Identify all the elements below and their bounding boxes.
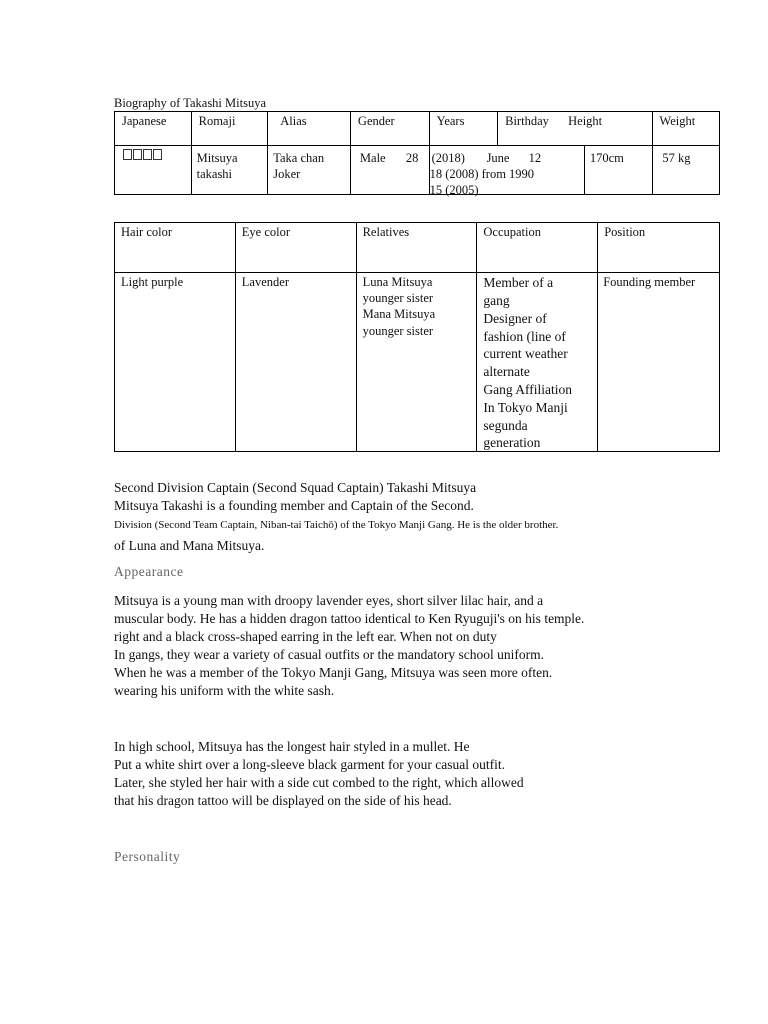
paragraph-line: that his dragon tattoo will be displayed on the side of his head. xyxy=(114,793,452,808)
header-cell xyxy=(498,112,653,146)
height-value: 170cm xyxy=(589,151,624,165)
paragraph-line: In high school, Mitsuya has the longest hair styled in a mullet. He xyxy=(114,739,470,754)
header-occupation: Occupation xyxy=(483,225,542,239)
years-line: 15 (2005) xyxy=(429,183,479,197)
alias-line: Joker xyxy=(273,167,301,181)
attributes-table xyxy=(114,222,720,452)
biography-table xyxy=(114,111,720,195)
paragraph-line: Mitsuya is a young man with droopy lavender eyes, short silver lilac hair, and a xyxy=(114,593,544,608)
missing-glyph-icon xyxy=(143,149,152,160)
appearance-heading: Appearance xyxy=(114,564,184,579)
header-cell xyxy=(191,112,268,146)
relative-line: Luna Mitsuya xyxy=(362,275,433,289)
header-cell xyxy=(653,112,720,146)
romaji-line: takashi xyxy=(196,167,233,181)
height-cell xyxy=(584,146,653,195)
position-cell xyxy=(598,273,720,452)
paragraph-line: Put a white shirt over a long-sleeve black garment for your casual outfit. xyxy=(114,757,506,772)
relative-line: younger sister xyxy=(362,291,434,305)
occupation-line: segunda xyxy=(483,418,528,433)
missing-glyph-icon xyxy=(123,149,132,160)
header-eye-color: Eye color xyxy=(241,225,291,239)
header-height: Height xyxy=(568,114,603,128)
header-cell xyxy=(477,223,598,273)
relative-line: Mana Mitsuya xyxy=(362,307,436,321)
paragraph-line: In gangs, they wear a variety of casual outfits or the mandatory school uniform. xyxy=(114,647,544,662)
missing-glyph-icon xyxy=(153,149,162,160)
intro-line: Second Division Captain (Second Squad Captain) Takashi Mitsuya xyxy=(114,480,477,495)
missing-glyph-icon xyxy=(133,149,142,160)
occupation-line: In Tokyo Manji xyxy=(483,400,568,415)
occupation-line: Gang Affiliation xyxy=(483,382,573,397)
weight-value: 57 kg xyxy=(662,151,691,165)
header-cell xyxy=(429,112,498,146)
relative-line: younger sister xyxy=(362,324,434,338)
paragraph-line: muscular body. He has a hidden dragon tattoo identical to Ken Ryuguji's on his temple. xyxy=(114,611,585,626)
header-years: Years xyxy=(436,114,465,128)
years-birthday-cell xyxy=(429,146,584,195)
japanese-cell xyxy=(115,146,192,195)
birthday-day: 12 xyxy=(528,151,542,165)
intro-line: Mitsuya Takashi is a founding member and Captain of the Second. xyxy=(114,498,474,513)
gender-cell xyxy=(350,146,429,195)
years-line: 18 (2008) from 1990 xyxy=(429,167,535,181)
intro-line: Division (Second Team Captain, Niban-tai Taichō) of the Tokyo Manji Gang. He is the older brother. xyxy=(114,519,559,531)
intro-line: of Luna and Mana Mitsuya. xyxy=(114,538,265,553)
header-weight: Weight xyxy=(659,114,696,128)
gender-value: Male xyxy=(359,151,386,165)
header-position: Position xyxy=(604,225,646,239)
occupation-line: fashion (line of xyxy=(483,329,566,344)
relatives-cell xyxy=(356,273,477,452)
occupation-line: alternate xyxy=(483,364,530,379)
header-cell xyxy=(268,112,351,146)
weight-cell xyxy=(653,146,720,195)
paragraph-line: right and a black cross-shaped earring in the left ear. When not on duty xyxy=(114,629,497,644)
header-cell xyxy=(598,223,720,273)
years-line: (2018) xyxy=(431,151,465,165)
header-cell xyxy=(235,223,356,273)
birthday-month: June xyxy=(486,151,510,165)
romaji-line: Mitsuya xyxy=(196,151,238,165)
header-cell xyxy=(115,223,236,273)
header-hair-color: Hair color xyxy=(121,225,173,239)
header-cell xyxy=(350,112,429,146)
header-birthday: Birthday xyxy=(505,114,549,128)
header-gender: Gender xyxy=(357,114,395,128)
missing-glyphs xyxy=(123,147,163,163)
paragraph-line: Later, she styled her hair with a side cut combed to the right, which allowed xyxy=(114,775,524,790)
header-relatives: Relatives xyxy=(362,225,410,239)
alias-line: Taka chan xyxy=(273,151,325,165)
age-value: 28 xyxy=(405,151,419,165)
header-romaji: Romaji xyxy=(198,114,236,128)
position-value: Founding member xyxy=(603,275,696,289)
alias-cell xyxy=(268,146,351,195)
header-cell xyxy=(115,112,192,146)
hair-color-value: Light purple xyxy=(121,275,184,289)
header-alias: Alias xyxy=(280,114,307,128)
eye-color-cell xyxy=(235,273,356,452)
occupation-line: generation xyxy=(483,435,541,450)
personality-heading: Personality xyxy=(114,849,181,864)
occupation-line: gang xyxy=(483,293,510,308)
hair-color-cell xyxy=(115,273,236,452)
eye-color-value: Lavender xyxy=(241,275,289,289)
occupation-line: Designer of xyxy=(483,311,547,326)
header-cell xyxy=(356,223,477,273)
occupation-cell xyxy=(477,273,598,452)
occupation-line: Member of a xyxy=(483,275,554,290)
romaji-cell xyxy=(191,146,268,195)
occupation-line: current weather xyxy=(483,346,568,361)
paragraph-line: When he was a member of the Tokyo Manji Gang, Mitsuya was seen more often. xyxy=(114,665,553,680)
table-caption: Biography of Takashi Mitsuya xyxy=(114,96,267,110)
header-japanese: Japanese xyxy=(122,114,167,128)
paragraph-line: wearing his uniform with the white sash. xyxy=(114,683,335,698)
